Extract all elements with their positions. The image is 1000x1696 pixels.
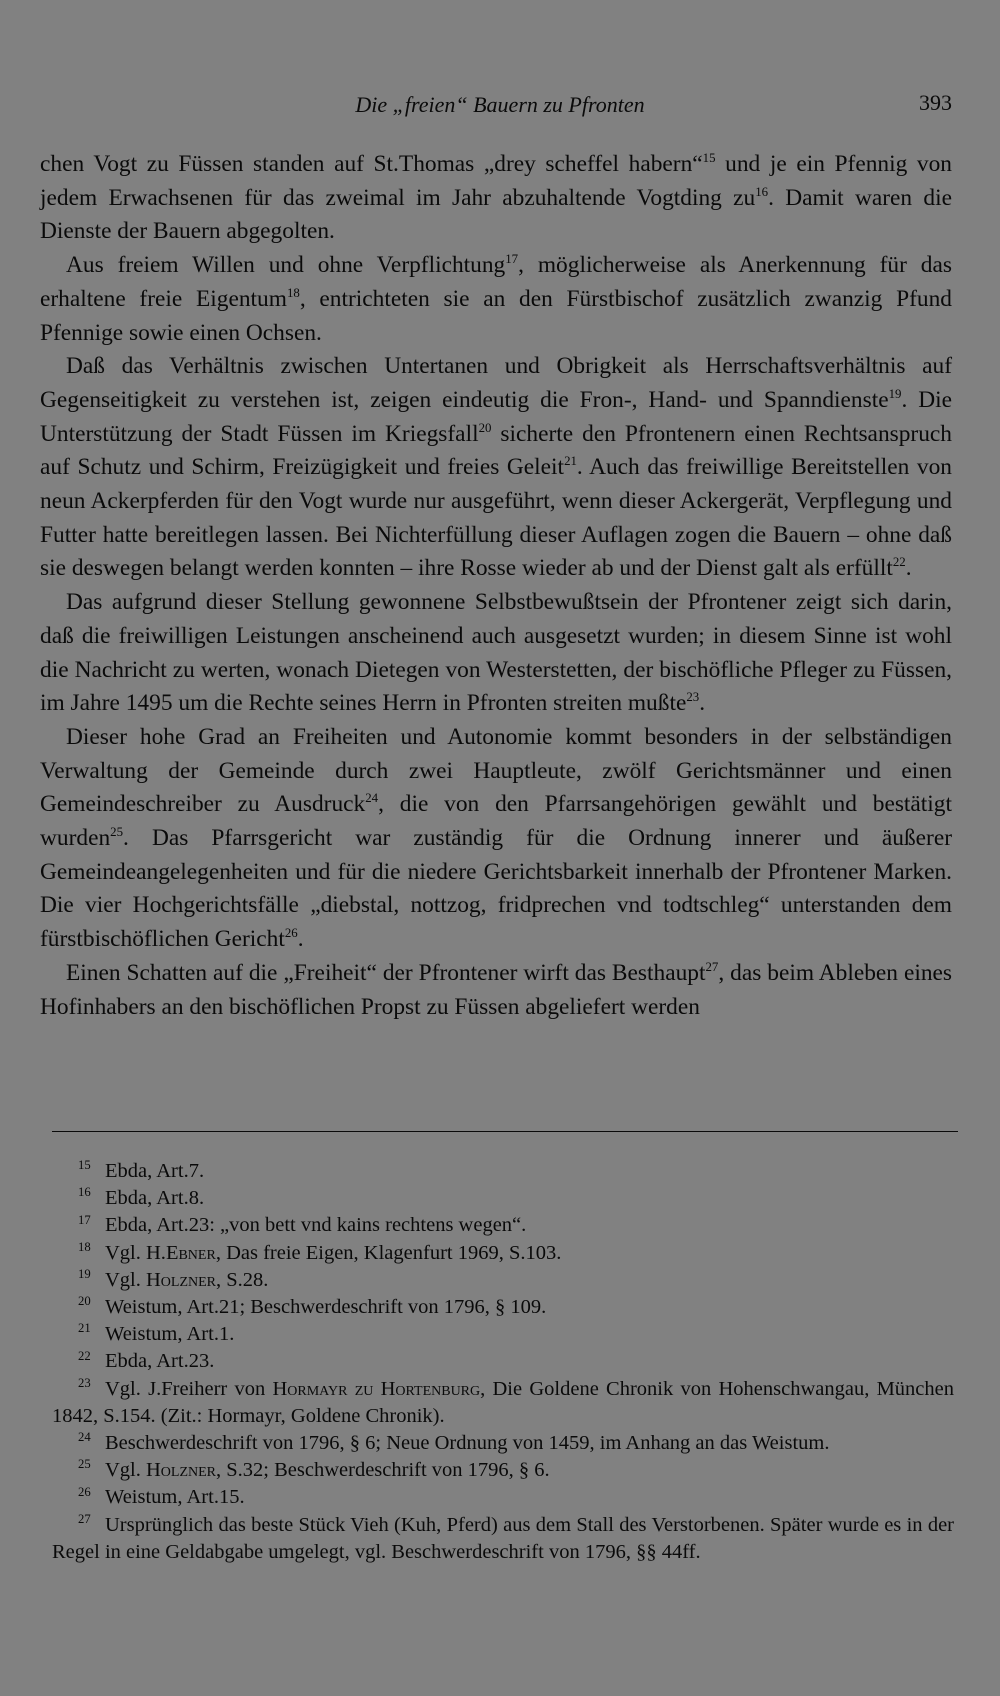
footnote-reference: 23 [686, 690, 700, 705]
text-run: chen Vogt zu Füssen standen auf St.Thomas „drey scheffel habern“ [40, 151, 703, 177]
text-run: . Damit waren die Dienste der Bauern abgegolten. [40, 184, 952, 245]
text-run: . [905, 555, 912, 582]
text-run: , Das freie Eigen, Klagenfurt 1969, S.103. [215, 1241, 562, 1264]
text-run: , das beim Ableben eines Hofinhabers an den bischöflichen Propst zu Füssen abgeliefert werden [40, 959, 953, 1020]
footnote: 22 Ebda, Art.23. [78, 1348, 215, 1373]
body-paragraph [40, 148, 952, 249]
text-run: Ebda, Art.23. [105, 1350, 215, 1373]
author-name: Ebner [165, 1241, 216, 1264]
text-run: Vgl. [105, 1268, 146, 1291]
running-title: Die „freien“ Bauern zu Pfronten [355, 92, 645, 117]
text-run: , S.28. [216, 1268, 269, 1291]
body-paragraph [40, 721, 952, 957]
text-run: Dieser hohe Grad an Freiheiten und Autonomie kommt besonders in der selbständigen Verwaltung der Gemeinde durch zwei Hauptleute, zwölf Gerichtsmänner und einen Gemeindeschreiber zu Ausdruck [40, 723, 952, 818]
text-run: . Das Pfarrsgericht war zuständig für die Ordnung innerer und äußerer Gemeindeangelegenheiten und für die niedere Gerichtsbarkeit innerhalb der Pfrontener Marken. Die vier Hochgerichtsfälle „diebstal, nottzog, fridprechen vnd todtschleg“ unterstanden dem fürstbischöflichen Gericht [40, 825, 952, 953]
text-run: Einen Schatten auf die „Freiheit“ der Pfrontener wirft das Besthaupt [66, 959, 706, 986]
footnote: 18 Vgl. H.Ebner, Das freie Eigen, Klagenfurt 1969, S.103. [78, 1239, 562, 1264]
text-run: . [699, 690, 706, 717]
text-run: , Die Goldene Chronik von Hohenschwangau, München 1842, S.154. (Zit.: Hormayr, Goldene Chronik). [52, 1377, 954, 1427]
footnote-reference: 27 [705, 960, 719, 975]
text-run: Ursprünglich das beste Stück Vieh (Kuh, Pferd) aus dem Stall des Verstorbenen. Später wurde es in der Regel in eine Geldabgabe umgelegt, vgl. Beschwerdeschrift von 1796, §§ 44ff. [52, 1513, 954, 1563]
page-header [40, 92, 960, 126]
text-run: Ebda, Art.7. [105, 1160, 205, 1182]
body-paragraph [40, 350, 952, 586]
footnote-reference: 26 [284, 926, 298, 941]
footnotes [52, 1158, 954, 1566]
footnote-reference: 20 [478, 420, 492, 435]
text-run: Das aufgrund dieser Stellung gewonnene Selbstbewußtsein der Pfrontener zeigt sich darin, daß die freiwilligen Leistungen anscheinend auch ausgesetzt wurden; in diesem Sinne ist wohl die Nachricht zu werten, wonach Dietegen von Westerstetten, der bischöfliche Pfleger zu Füssen, im Jahre 1495 um die Rechte seines Herrn in Pfronten streiten mußte [40, 589, 952, 717]
text-run: Weistum, Art.21; Beschwerdeschrift von 1796, § 109. [105, 1296, 547, 1319]
text-run: Vgl. H. [105, 1241, 166, 1264]
footnote: 26 Weistum, Art.15. [78, 1484, 245, 1509]
text-run: sicherte den Pfrontenern einen Rechtsanspruch auf Schutz und Schirm, Freizügigkeit und freies Geleit [40, 420, 952, 481]
text-run: Aus freiem Willen und ohne Verpflichtung [66, 252, 506, 279]
text-run: Vgl. J.Freiherr von [105, 1377, 273, 1400]
footnote: 21 Weistum, Art.1. [78, 1321, 235, 1346]
text-run: Vgl. [105, 1459, 146, 1482]
text-run: . Auch das freiwillige Bereitstellen von neun Ackerpferden für den Vogt wurde nur ausgeführt, wenn dieser Ackergerät, Verpflegung und Futter hatte bereitlegen lassen. Bei Nichterfüllung dieser Auflagen zogen die Bauern – ohne daß sie deswegen belangt werden konnten – ihre Rosse wieder ab und der Dienst galt als erfüllt [40, 454, 952, 582]
footnote-reference: 24 [365, 791, 379, 806]
text-run: Beschwerdeschrift von 1796, § 6; Neue Ordnung von 1459, im Anhang an das Weistum. [105, 1432, 830, 1455]
author-name: Holzner [146, 1268, 217, 1291]
footnote: 17 Ebda, Art.23: „von bett vnd kains rechtens wegen“. [78, 1212, 527, 1237]
text-run: , möglicherweise als Anerkennung für das erhaltene freie Eigentum [40, 252, 952, 312]
footnote-reference: 17 [505, 252, 519, 267]
footnote-reference: 15 [702, 151, 716, 166]
footnote: 16 Ebda, Art.8. [78, 1185, 205, 1210]
text-run: Daß das Verhältnis zwischen Untertanen und Obrigkeit als Herrschaftsverhältnis auf Gegenseitigkeit zu verstehen ist, zeigen eindeutig die Fron-, Hand- und Spanndienste [40, 353, 952, 413]
footnote-reference: 16 [755, 184, 769, 199]
text-run: , die von den Pfarrsangehörigen gewählt und bestätigt wurden [40, 791, 952, 852]
body-paragraph [40, 586, 952, 721]
footnote-reference: 19 [888, 387, 902, 402]
footnote: 19 Vgl. Holzner, S.28. [78, 1266, 269, 1291]
page-number: 393 [919, 90, 952, 115]
footnote: 24 Beschwerdeschrift von 1796, § 6; Neue Ordnung von 1459, im Anhang an das Weistum. [78, 1430, 830, 1455]
text-run: . [297, 926, 304, 953]
footnote-reference: 18 [286, 286, 300, 301]
body-text [40, 148, 952, 1024]
text-run: Ebda, Art.8. [105, 1187, 205, 1210]
author-name: Hormayr zu Hortenburg [272, 1377, 481, 1400]
text-run: Weistum, Art.1. [105, 1323, 235, 1346]
text-run: . Die Unterstützung der Stadt Füssen im Kriegsfall [40, 386, 952, 447]
footnote: 20 Weistum, Art.21; Beschwerdeschrift von 1796, § 109. [78, 1294, 547, 1319]
text-run: , entrichteten sie an den Fürstbischof zusätzlich zwanzig Pfund Pfennige sowie einen Ochsen. [40, 285, 952, 346]
footnote-reference: 21 [564, 454, 577, 469]
body-paragraph [40, 249, 952, 350]
author-name: Holzner [146, 1459, 217, 1482]
text-run: Ebda, Art.23: „von bett vnd kains rechtens wegen“. [105, 1214, 527, 1237]
body-paragraph [40, 957, 952, 1024]
footnote-separator [52, 1131, 958, 1132]
footnote-reference: 22 [892, 555, 906, 570]
text-run: und je ein Pfennig von jedem Erwachsenen für das zweimal im Jahr abzuhaltende Vogtding zu [40, 151, 952, 211]
text-run: , S.32; Beschwerdeschrift von 1796, § 6. [216, 1459, 550, 1482]
footnote: 15 Ebda, Art.7. [78, 1158, 205, 1182]
text-run: Weistum, Art.15. [105, 1486, 245, 1509]
footnote-reference: 25 [110, 825, 124, 840]
footnote: 25 Vgl. Holzner, S.32; Beschwerdeschrift von 1796, § 6. [78, 1457, 550, 1482]
footnote: 27 Ursprünglich das beste Stück Vieh (Kuh, Pferd) aus dem Stall des Verstorbenen. Später wurde es in der Regel in eine Geldabgabe umgelegt, vgl. Beschwerdeschrift von 1796, §§ 44ff. [52, 1511, 954, 1563]
footnote: 23 Vgl. J.Freiherr von Hormayr zu Hortenburg, Die Goldene Chronik von Hohenschwangau, München 1842, S.154. (Zit.: Hormayr, Goldene Chronik). [52, 1375, 954, 1427]
